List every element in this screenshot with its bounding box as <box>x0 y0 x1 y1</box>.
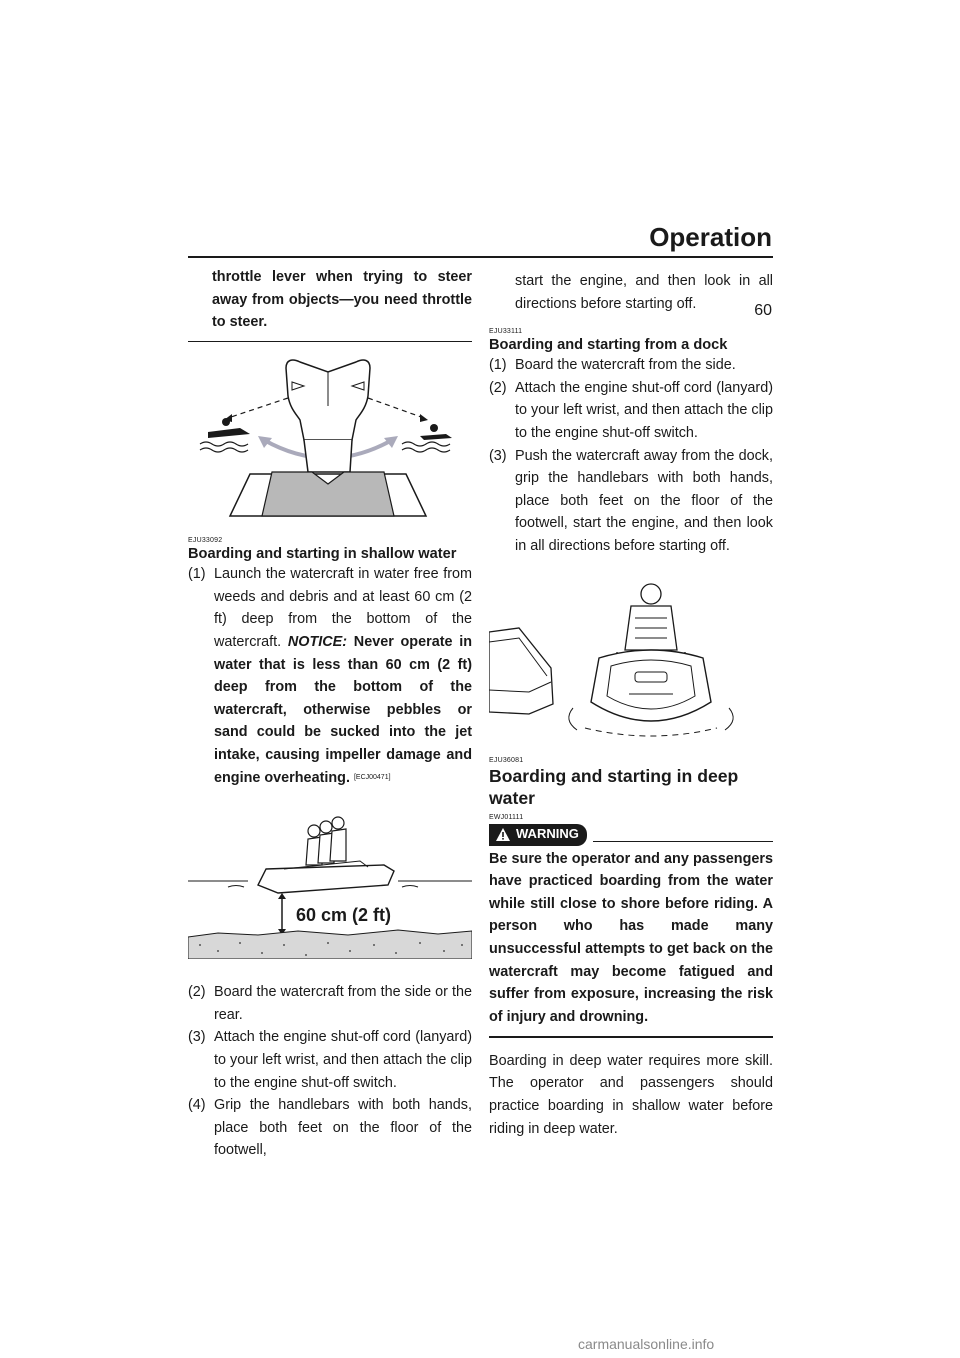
step-text: Attach the engine shut-off cord (lanyard) to your left wrist, and then attach the clip to the engine shut-off switch. <box>515 379 773 441</box>
depth-label: 60 cm (2 ft) <box>296 905 392 926</box>
step-text: Board the watercraft from the side or the rear. <box>214 984 472 1023</box>
dock-boarding-illustration <box>489 572 773 742</box>
section3-title: Boarding and starting in deep water <box>489 765 739 808</box>
notice-text: Never operate in water that is less than 60 cm (2 ft) deep from the bottom of the watercraft, otherwise pebbles or sand could be sucked into the jet intake, causing impeller damage and engine overheating. <box>214 634 472 786</box>
steering-illustration <box>188 356 472 526</box>
section1-code: EJU33092 <box>188 537 223 545</box>
section1-title: Boarding and starting in shallow water <box>188 546 457 563</box>
header-rule <box>188 256 773 258</box>
section3-code: EJU36081 <box>489 756 524 764</box>
warning-header <box>489 824 773 846</box>
warning-header-rule <box>593 841 773 843</box>
section2-step-3 <box>489 445 773 558</box>
section2-code: EJU33111 <box>489 328 523 336</box>
section2-step-1 <box>489 354 773 377</box>
step-text: Push the watercraft away from the dock, grip the handlebars with both hands, place both feet on the floor of the footwell, start the engine, and then look in all directions before starting off. <box>515 447 773 554</box>
step-number: (2) <box>188 984 206 1001</box>
step-text: Board the watercraft from the side. <box>515 357 736 374</box>
warning-label: WARNING <box>516 826 579 842</box>
warning-triangle-icon <box>495 827 511 842</box>
section2-step-2 <box>489 377 773 445</box>
warning-end-rule <box>188 341 472 343</box>
section3-body: Boarding in deep water requires more skill. The operator and passengers should practice boarding in shallow water before riding in deep water. <box>489 1052 773 1137</box>
step-text: Attach the engine shut-off cord (lanyard) to your left wrist, and then attach the clip to the engine shut-off switch. <box>214 1029 472 1091</box>
section1-step-3 <box>188 1026 472 1094</box>
step-text: Launch the watercraft in water free from weeds and debris and at least 60 cm (2 ft) deep from the bottom of the watercraft. <box>214 566 472 651</box>
step-4-continued: start the engine, and then look in all directions before starting off. <box>515 273 773 312</box>
warning-badge <box>489 824 587 846</box>
right-column <box>489 270 773 1140</box>
warning-code: EWJ01111 <box>489 813 524 821</box>
step-number: (1) <box>489 357 507 374</box>
step-text: Grip the handlebars with both hands, place both feet on the floor of the footwell, <box>214 1097 472 1159</box>
section1-step-2 <box>188 981 472 1026</box>
notice-label: NOTICE: <box>287 634 348 651</box>
page-title: Operation <box>649 222 772 252</box>
section1-step-1 <box>188 563 472 789</box>
shallow-water-illustration <box>188 809 472 959</box>
watermark: carmanualsonline.info <box>578 1336 715 1352</box>
step-number: (1) <box>188 566 206 583</box>
page-number: 60 <box>754 302 772 319</box>
section1-step-4 <box>188 1094 472 1162</box>
step-number: (3) <box>489 447 507 464</box>
warning-text: Be sure the operator and any passengers have practiced boarding from the water while still close to shore before riding. A person who has made many unsuccessful attempts to get back on the watercraft may become fatigued and suffer from exposure, increasing the risk of injury and drowning. <box>489 850 773 1025</box>
step-number: (2) <box>489 379 507 396</box>
notice-code: [ECJ00471] <box>353 773 391 781</box>
step-number: (4) <box>188 1097 206 1114</box>
warning-end-rule <box>489 1036 773 1038</box>
step-number: (3) <box>188 1029 206 1046</box>
warning-continued-text: throttle lever when trying to steer away from objects—you need throttle to steer. <box>212 269 472 331</box>
section2-title: Boarding and starting from a dock <box>489 337 728 354</box>
left-column <box>188 266 472 1162</box>
